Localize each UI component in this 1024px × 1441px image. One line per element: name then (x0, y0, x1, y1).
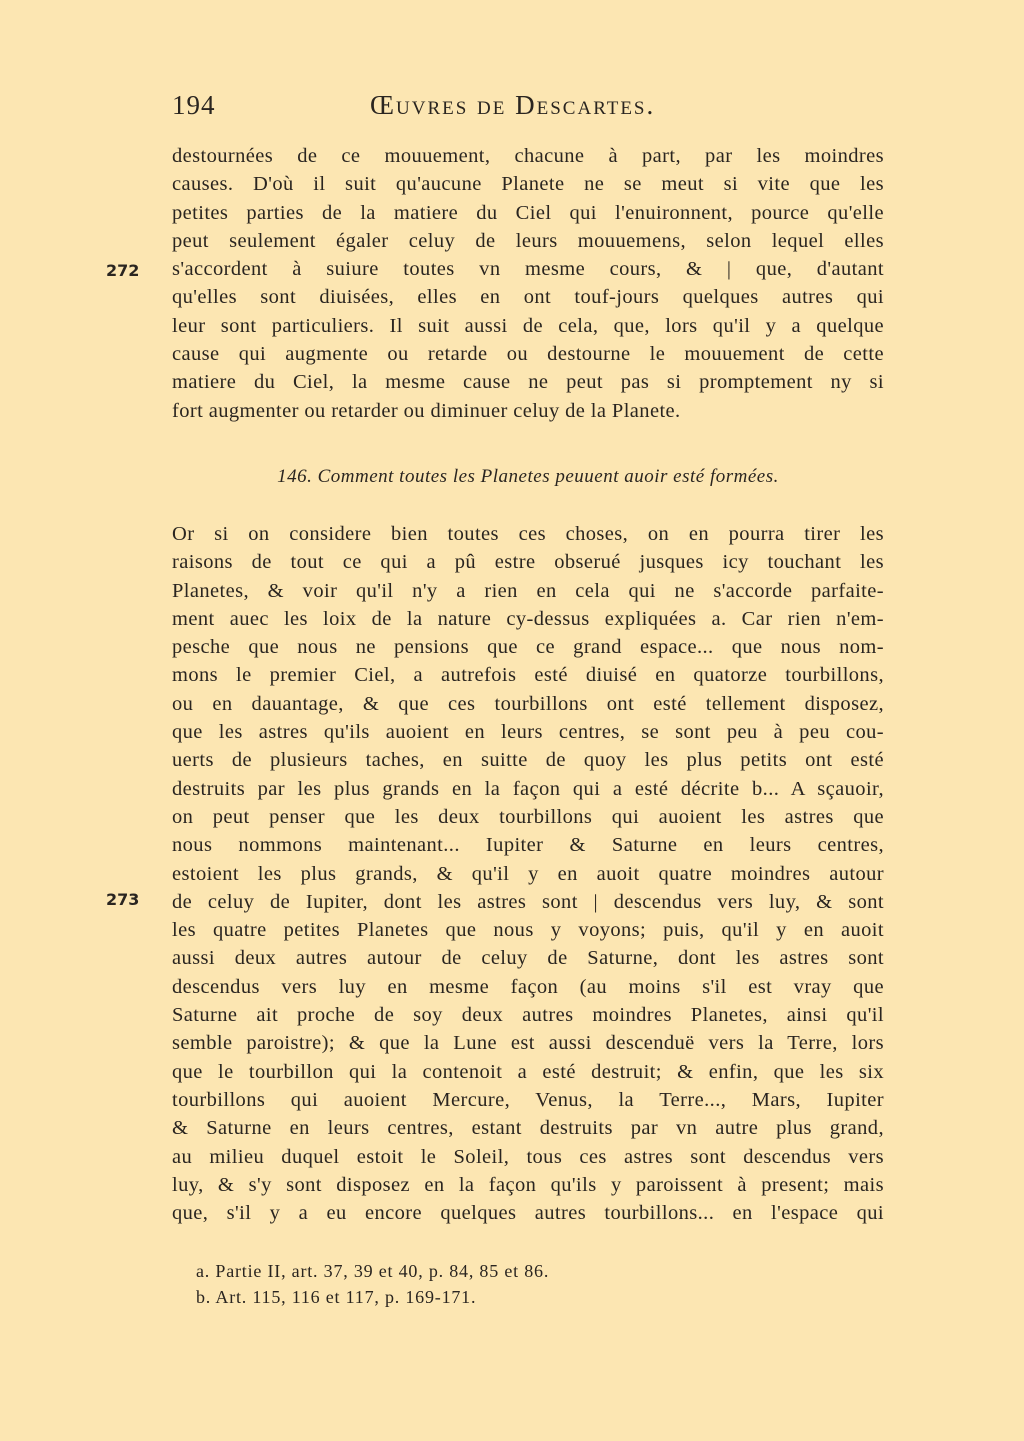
footnotes (196, 1258, 549, 1310)
text-line: luy, & s'y sont disposez en la façon qu'ils y paroissent à present; mais (172, 1173, 884, 1196)
text-line: destruits par les plus grands en la façon qui a esté décrite b... A sçauoir, (172, 777, 884, 800)
text-line: que, s'il y a eu encore quelques autres tourbillons... en l'espace qui (172, 1202, 884, 1225)
text-line: de celuy de Iupiter, dont les astres sont | descendus vers luy, & sont (172, 890, 884, 913)
text-line: aussi deux autres autour de celuy de Saturne, dont les astres sont (172, 947, 884, 970)
text-line: matiere du Ciel, la mesme cause ne peut pas si promptement ny si (172, 371, 884, 394)
margin-line-number-273: 273 (106, 890, 140, 909)
text-line: cause qui augmente ou retarde ou destourne le mouuement de cette (172, 343, 884, 366)
text-line: estoient les plus grands, & qu'il y en auoit quatre moindres autour (172, 862, 884, 885)
text-line: peut seulement égaler celuy de leurs mouuemens, selon lequel elles (172, 229, 884, 252)
paragraph-1 (172, 142, 884, 425)
text-line: on peut penser que les deux tourbillons qui auoient les astres que (172, 805, 884, 828)
footnote-b: b. Art. 115, 116 et 117, p. 169-171. (196, 1287, 477, 1307)
paragraph-2 (172, 520, 884, 1227)
text-line: descendus vers luy en mesme façon (au moins s'il est vray que (172, 975, 884, 998)
text-line: & Saturne en leurs centres, estant destruits par vn autre plus grand, (172, 1117, 884, 1140)
text-line: que les astres qu'ils auoient en leurs centres, se sont peu à peu cou- (172, 721, 884, 744)
text-line: les quatre petites Planetes que nous y voyons; puis, qu'il y en auoit (172, 919, 884, 942)
text-line: s'accordent à suiure toutes vn mesme cours, & | que, d'autant (172, 258, 884, 281)
page-header (172, 88, 884, 128)
text-line: tourbillons qui auoient Mercure, Venus, la Terre..., Mars, Iupiter (172, 1088, 884, 1111)
text-line: fort augmenter ou retarder ou diminuer celuy de la Planete. (172, 399, 681, 422)
running-title: Œuvres de Descartes. (370, 90, 656, 120)
text-line: uerts de plusieurs taches, en suitte de quoy les plus petits ont esté (172, 749, 884, 772)
text-line: petites parties de la matiere du Ciel qui l'enuironnent, pource qu'elle (172, 201, 884, 224)
text-line: au milieu duquel estoit le Soleil, tous ces astres sont descendus vers (172, 1145, 884, 1168)
text-line: mons le premier Ciel, a autrefois esté diuisé en quatorze tourbillons, (172, 664, 884, 687)
text-line: que le tourbillon qui la contenoit a esté destruit; & enfin, que les six (172, 1060, 884, 1083)
text-line: qu'elles sont diuisées, elles en ont touf-jours quelques autres qui (172, 286, 884, 309)
text-line: semble paroistre); & que la Lune est aussi descenduë vers la Terre, lors (172, 1032, 884, 1055)
section-heading: 146. Comment toutes les Planetes peuuent auoir esté formées. (277, 466, 779, 487)
text-line: ment auec les loix de la nature cy-dessus expliquées a. Car rien n'em- (172, 607, 884, 630)
text-line: Saturne ait proche de soy deux autres moindres Planetes, ainsi qu'il (172, 1004, 884, 1027)
text-line: raisons de tout ce qui a pû estre obserué jusques icy touchant les (172, 551, 884, 574)
text-line: ou en dauantage, & que ces tourbillons ont esté tellement disposez, (172, 692, 884, 715)
text-line: leur sont particuliers. Il suit aussi de cela, que, lors qu'il y a quelque (172, 314, 884, 337)
page-number: 194 (172, 90, 216, 120)
text-line: destournées de ce mouuement, chacune à part, par les moindres (172, 145, 884, 167)
text-line: Planetes, & voir qu'il n'y a rien en cela qui ne s'accorde parfaite- (172, 579, 884, 602)
text-line: pesche que nous ne pensions que ce grand espace... que nous nom- (172, 636, 884, 659)
text-line: nous nommons maintenant... Iupiter & Saturne en leurs centres, (172, 834, 884, 857)
text-line: causes. D'où il suit qu'aucune Planete ne se meut si vite que les (172, 173, 884, 196)
margin-line-number-272: 272 (106, 261, 140, 280)
footnote-a: a. Partie II, art. 37, 39 et 40, p. 84, 85 et 86. (196, 1261, 550, 1281)
text-line: Or si on considere bien toutes ces choses, on en pourra tirer les (172, 523, 884, 545)
